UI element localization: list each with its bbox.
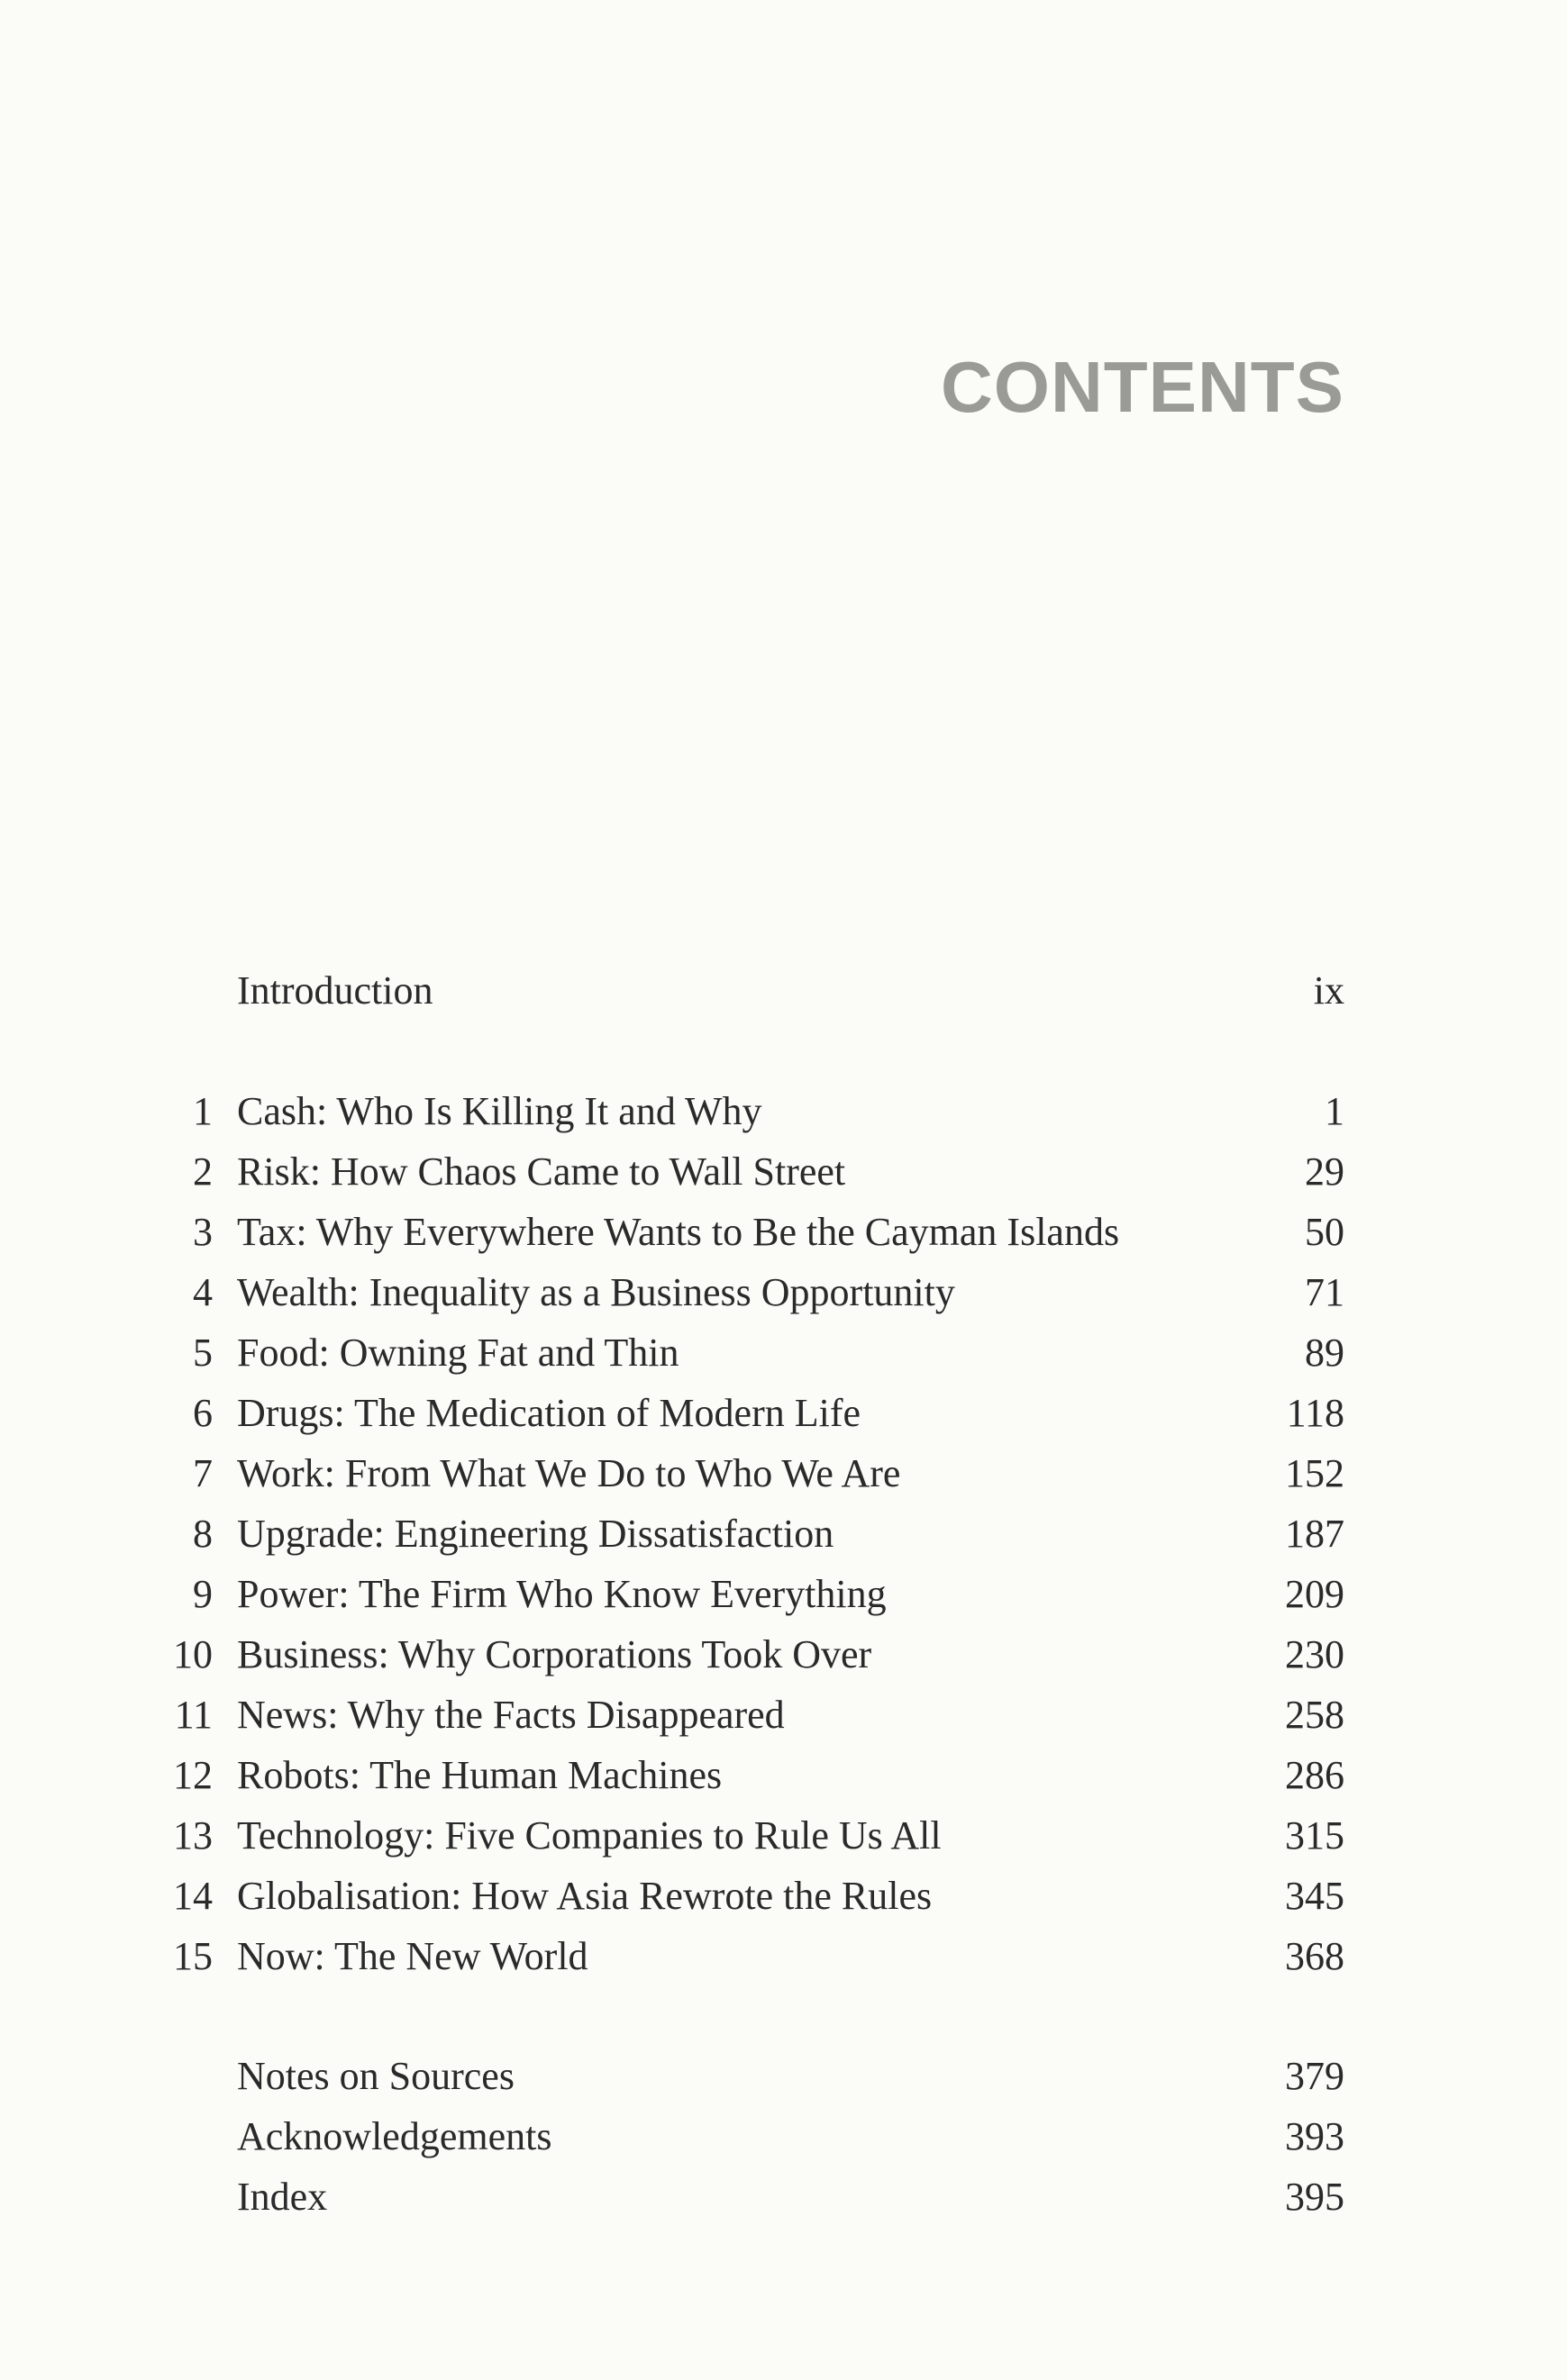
toc-chapter-4[interactable]: [0, 1262, 1567, 1322]
chapter-page: 1: [1325, 1089, 1344, 1133]
chapter-title: Wealth: Inequality as a Business Opportunity: [237, 1270, 955, 1314]
toc-entry-title: Acknowledgements: [237, 2114, 552, 2158]
toc-chapter-3[interactable]: [0, 1202, 1567, 1262]
chapter-number: 15: [173, 1934, 213, 1978]
chapter-title: Power: The Firm Who Know Everything: [237, 1572, 887, 1616]
toc-chapter-6[interactable]: [0, 1383, 1567, 1443]
chapter-number: 1: [193, 1089, 213, 1133]
toc-chapter-11[interactable]: [0, 1685, 1567, 1745]
chapter-page: 152: [1285, 1451, 1344, 1495]
chapter-number: 5: [193, 1331, 213, 1375]
toc-chapter-1[interactable]: [0, 1081, 1567, 1141]
chapter-page: 50: [1305, 1210, 1344, 1254]
toc-chapter-12[interactable]: [0, 1745, 1567, 1805]
toc-chapter-2[interactable]: [0, 1141, 1567, 1202]
chapter-title: Technology: Five Companies to Rule Us All: [237, 1813, 942, 1858]
chapter-number: 11: [174, 1693, 213, 1737]
chapter-title: Work: From What We Do to Who We Are: [237, 1451, 901, 1495]
chapter-number: 9: [193, 1572, 213, 1616]
chapter-title: Now: The New World: [237, 1934, 588, 1978]
chapter-number: 12: [173, 1753, 213, 1797]
chapter-number: 14: [173, 1874, 213, 1918]
toc-entry-page: 393: [1285, 2114, 1344, 2158]
chapter-page: 89: [1305, 1331, 1344, 1375]
toc-chapter-13[interactable]: [0, 1805, 1567, 1866]
toc-chapter-15[interactable]: [0, 1926, 1567, 1986]
toc-entry-title: Index: [237, 2175, 328, 2219]
toc-chapter-9[interactable]: [0, 1564, 1567, 1624]
chapter-page: 368: [1285, 1934, 1344, 1978]
chapter-page: 345: [1285, 1874, 1344, 1918]
chapter-number: 3: [193, 1210, 213, 1254]
chapter-number: 13: [173, 1813, 213, 1858]
toc-entry-page: 379: [1285, 2054, 1344, 2098]
chapter-title: Drugs: The Medication of Modern Life: [237, 1391, 861, 1435]
toc-entry-notes-on-sources[interactable]: [0, 2046, 1567, 2106]
chapter-title: Upgrade: Engineering Dissatisfaction: [237, 1512, 834, 1556]
toc-entry-page: 395: [1285, 2175, 1344, 2219]
chapter-page: 71: [1305, 1270, 1344, 1314]
chapter-number: 4: [193, 1270, 213, 1314]
chapter-title: Tax: Why Everywhere Wants to Be the Cayman Islands: [237, 1210, 1120, 1254]
chapter-number: 10: [173, 1632, 213, 1676]
chapter-page: 29: [1305, 1149, 1344, 1194]
toc-entry-title: Notes on Sources: [237, 2054, 515, 2098]
toc-entry-page: ix: [1313, 968, 1344, 1013]
toc-entry-title: Introduction: [237, 968, 433, 1013]
toc-chapter-7[interactable]: [0, 1443, 1567, 1503]
chapter-page: 187: [1285, 1512, 1344, 1556]
toc-chapter-5[interactable]: [0, 1322, 1567, 1383]
chapter-title: Cash: Who Is Killing It and Why: [237, 1089, 762, 1133]
chapter-page: 118: [1286, 1391, 1344, 1435]
chapter-title: Business: Why Corporations Took Over: [237, 1632, 872, 1676]
chapter-title: News: Why the Facts Disappeared: [237, 1693, 785, 1737]
chapter-number: 6: [193, 1391, 213, 1435]
chapter-page: 230: [1285, 1632, 1344, 1676]
chapter-page: 286: [1285, 1753, 1344, 1797]
toc-chapter-14[interactable]: [0, 1866, 1567, 1926]
chapter-number: 8: [193, 1512, 213, 1556]
toc-chapter-10[interactable]: [0, 1624, 1567, 1685]
chapter-number: 2: [193, 1149, 213, 1194]
toc-chapter-8[interactable]: [0, 1503, 1567, 1564]
chapter-title: Globalisation: How Asia Rewrote the Rules: [237, 1874, 933, 1918]
toc-entry-introduction[interactable]: [0, 960, 1567, 1021]
chapter-page: 258: [1285, 1693, 1344, 1737]
chapter-title: Robots: The Human Machines: [237, 1753, 723, 1797]
toc-entry-acknowledgements[interactable]: [0, 2106, 1567, 2167]
chapter-title: Food: Owning Fat and Thin: [237, 1331, 679, 1375]
chapter-page: 209: [1285, 1572, 1344, 1616]
chapter-page: 315: [1285, 1813, 1344, 1858]
page-title: CONTENTS: [941, 347, 1344, 427]
toc-entry-index[interactable]: [0, 2167, 1567, 2227]
chapter-number: 7: [193, 1451, 213, 1495]
chapter-title: Risk: How Chaos Came to Wall Street: [237, 1149, 846, 1194]
